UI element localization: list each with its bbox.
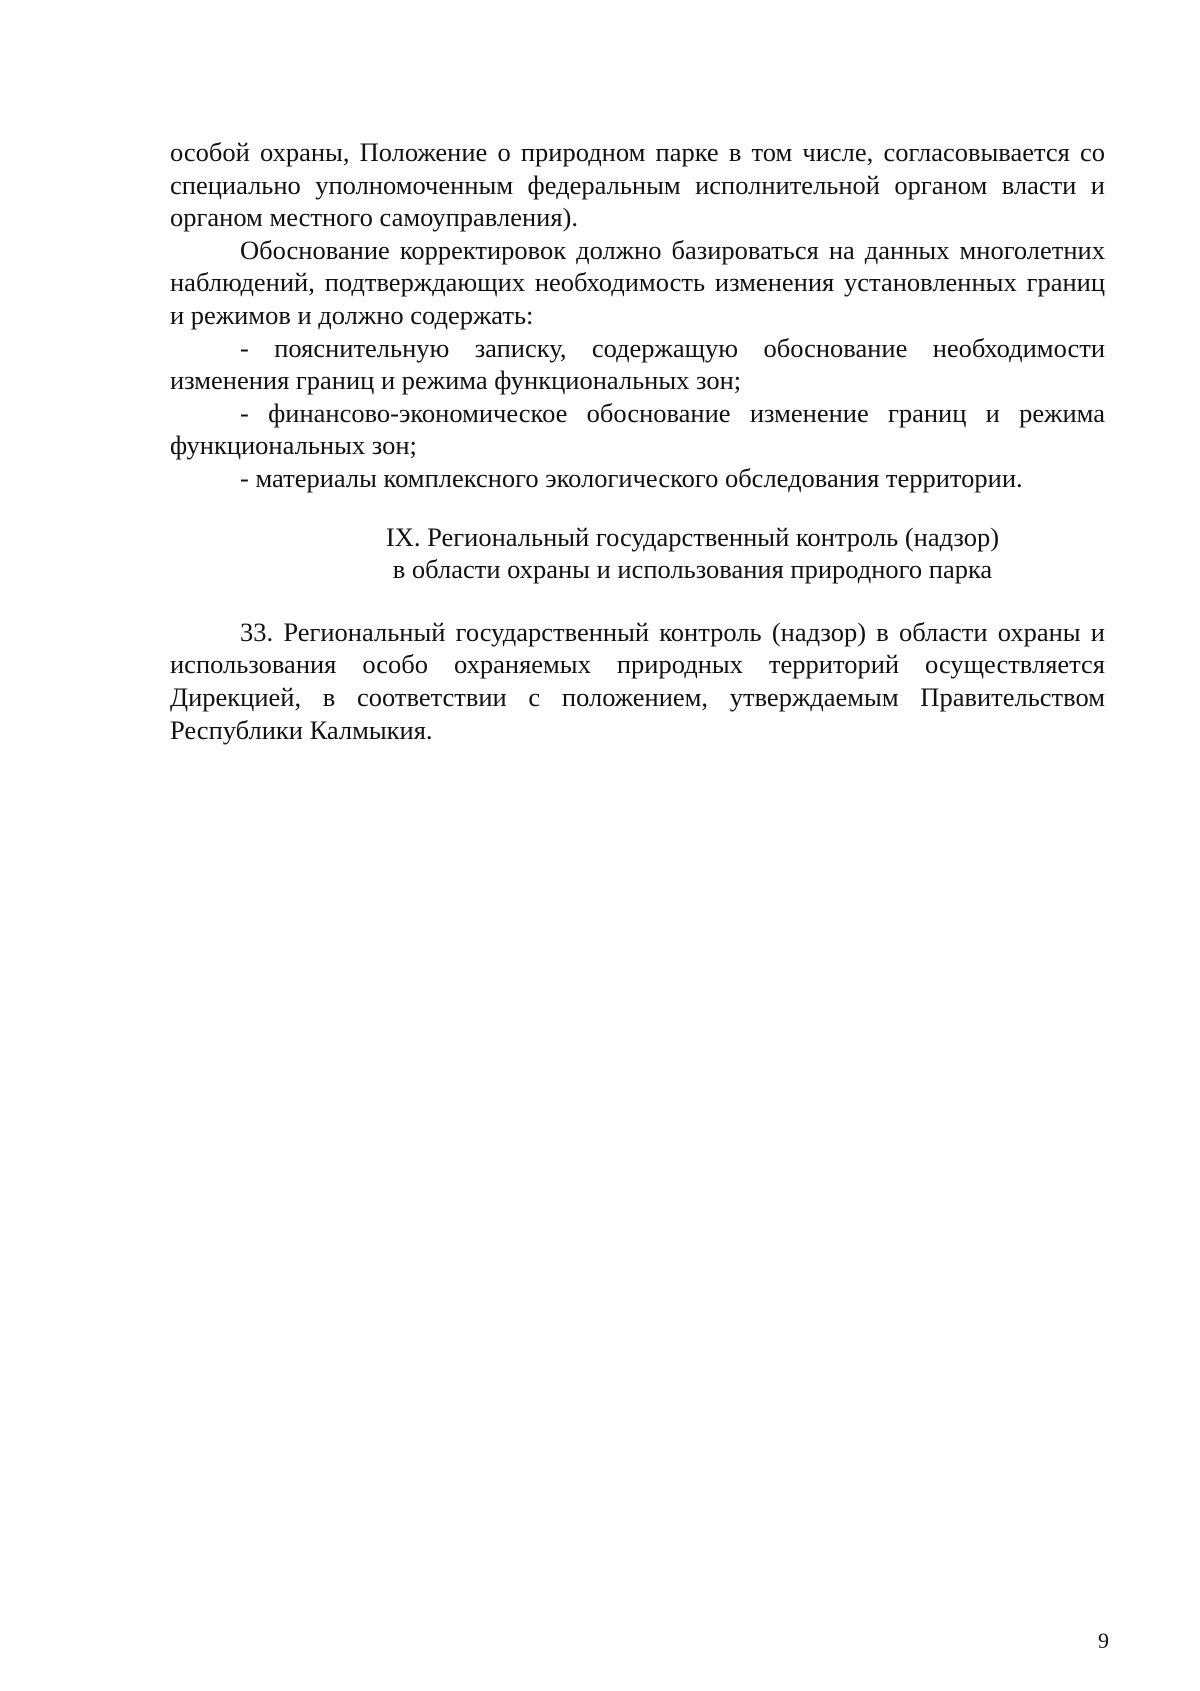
section-heading-line-2: в области охраны и использования природного парка xyxy=(392,554,993,585)
section-heading-line-1: IX. Региональный государственный контроль (надзор) xyxy=(385,521,1000,552)
list-item-financial-justification: - финансово-экономическое обоснование изменение границ и режима функциональных зон; xyxy=(170,397,1105,461)
list-item-ecological-survey: - материалы комплексного экологического обследования территории. xyxy=(240,462,1023,493)
document-body xyxy=(170,136,1105,746)
paragraph-continuation: особой охраны, Положение о природном парке в том числе, согласовывается со специально уполномоченным федеральным исполнительной органом власти и органом местного самоуправления). xyxy=(170,137,1105,233)
section-heading xyxy=(170,521,1105,586)
clause-33: 33. Региональный государственный контроль (надзор) в области охраны и использования особо охраняемых природных территорий осуществляется Дирекцией, в соответствии с положением, утверждаемым Правительством Республики Калмыкия. xyxy=(170,616,1105,745)
page-number: 9 xyxy=(1098,1628,1109,1653)
paragraph-justification: Обоснование корректировок должно базироваться на данных многолетних наблюдений, подтверждающих необходимость изменения установленных границ и режимов и должно содержать: xyxy=(170,234,1105,330)
list-item-explanatory-note: - пояснительную записку, содержащую обоснование необходимости изменения границ и режима функциональных зон; xyxy=(170,332,1105,396)
